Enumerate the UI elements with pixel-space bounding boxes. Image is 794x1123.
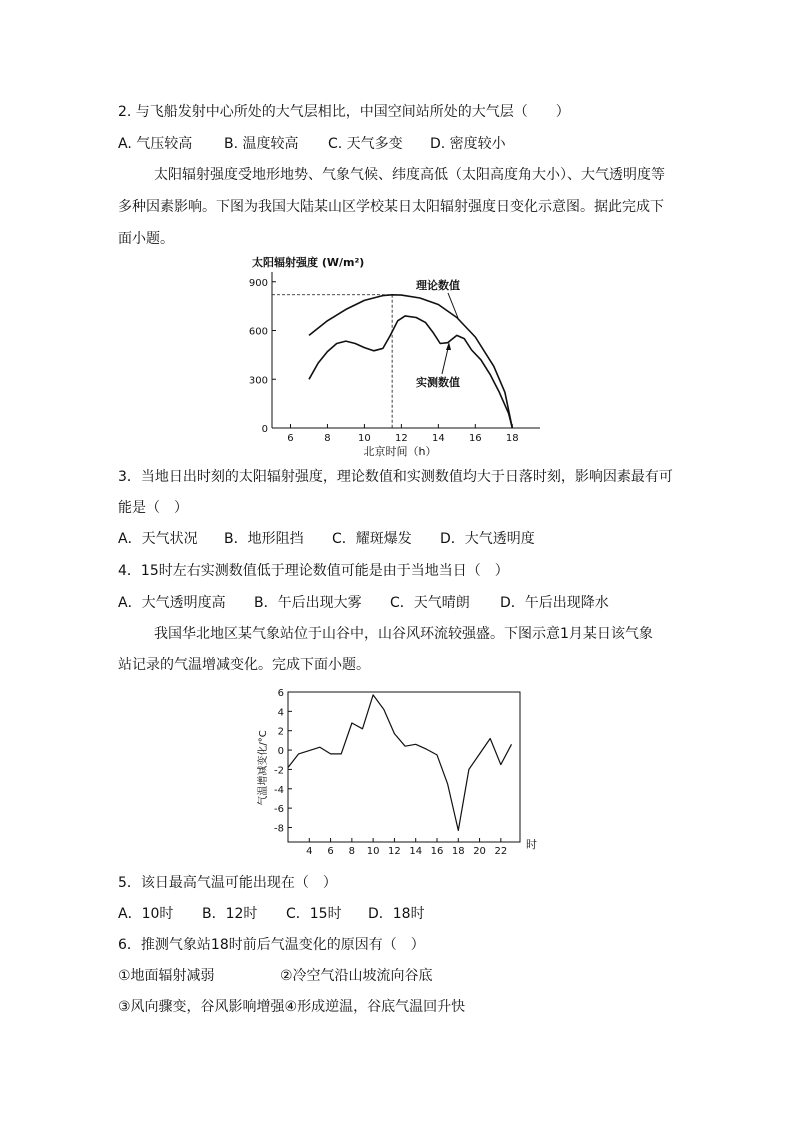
chart1-legend-measured: 实测数值 — [416, 376, 460, 389]
chart2-y-tick-label: -6 — [274, 804, 284, 816]
chart1-measured-line — [309, 316, 512, 428]
chart2-ylabel: 气温增减变化/°C — [258, 730, 269, 806]
q6-items-row1 — [118, 966, 433, 986]
chart1-ylabel: 太阳辐射强度 (W/m²) — [252, 256, 365, 269]
passage1-line3: 面小题。 — [118, 231, 174, 247]
chart1-x-tick-label: 16 — [468, 433, 482, 444]
q5-options — [118, 904, 425, 924]
chart2-plot-frame — [288, 692, 520, 842]
chart2-y-tick-label: -2 — [274, 765, 284, 777]
chart2-y-tick-label: 2 — [277, 726, 284, 738]
q3-stem-line2: 能是（ ） — [118, 500, 188, 516]
q3-stem-line1: 3．当地日出时刻的太阳辐射强度，理论数值和实测数值均大于日落时刻，影响因素最有可 — [118, 469, 673, 485]
q5-option-b: B．12时 — [202, 906, 258, 922]
chart1-xlabel: 北京时间（h） — [363, 445, 437, 458]
chart2-xlabel: 时 — [526, 838, 537, 851]
chart1-y-tick-label: 0 — [261, 424, 268, 435]
passage1-line2: 多种因素影响。下图为我国大陆某山区学校某日太阳辐射强度日变化示意图。据此完成下 — [118, 199, 664, 215]
chart1-x-tick-label: 12 — [395, 433, 408, 444]
chart2-y-tick-label: 0 — [277, 746, 284, 758]
q2-option-a: A. 气压较高 — [118, 136, 193, 152]
q3-option-b: B．地形阻挡 — [224, 531, 304, 547]
passage2-line1: 我国华北地区某气象站位于山谷中，山谷风环流较强盛。下图示意1月某日该气象 — [154, 626, 653, 642]
chart2-x-tick-label: 8 — [348, 846, 356, 854]
q6-item2: ②冷空气沿山坡流向谷底 — [280, 968, 433, 984]
q2-stem: 2. 与飞船发射中心所处的大气层相比，中国空间站所处的大气层（ ） — [118, 104, 570, 120]
chart1-x-tick-label: 6 — [287, 433, 294, 444]
chart2-x-tick-label: 22 — [494, 846, 508, 854]
chart2-x-tick-label: 16 — [430, 846, 444, 854]
chart2-x-tick-label: 6 — [327, 846, 334, 854]
chart2-x-tick-label: 20 — [473, 846, 486, 854]
chart1-x-tick-label: 14 — [431, 433, 445, 444]
q4-option-c: C．天气晴朗 — [390, 595, 470, 611]
chart2-y-tick-label: 6 — [277, 688, 284, 699]
q2-option-c: C. 天气多变 — [328, 136, 403, 152]
q6-item3: ③风向骤变，谷风影响增强④形成逆温，谷底气温回升快 — [118, 999, 466, 1015]
q4-option-a: A．大气透明度高 — [118, 595, 226, 611]
q5-option-c: C．15时 — [286, 906, 342, 922]
q5-option-d: D．18时 — [368, 906, 425, 922]
q3-option-d: D．大气透明度 — [440, 531, 535, 547]
q2-options — [118, 134, 506, 154]
chart2-y-tick-label: -8 — [274, 823, 284, 835]
q4-option-b: B．午后出现大雾 — [254, 595, 362, 611]
q2-option-b: B. 温度较高 — [224, 136, 299, 152]
temperature-change-chart — [254, 684, 544, 854]
q5-option-a: A．10时 — [118, 906, 174, 922]
q3-option-c: C．耀斑爆发 — [332, 531, 412, 547]
chart1-y-tick-label: 300 — [248, 375, 268, 387]
chart2-x-tick-label: 14 — [409, 846, 423, 854]
chart1-x-tick-label: 10 — [358, 433, 371, 444]
solar-radiation-chart — [240, 252, 560, 460]
chart1-legend-theory: 理论数值 — [416, 279, 460, 292]
q5-stem: 5．该日最高气温可能出现在（ ） — [118, 875, 337, 891]
q4-stem: 4．15时左右实测数值低于理论数值可能是由于当地当日（ ） — [118, 563, 509, 579]
chart1-y-tick-label: 900 — [248, 277, 268, 289]
q6-stem: 6．推测气象站18时前后气温变化的原因有（ ） — [118, 937, 425, 953]
chart2-y-tick-label: -4 — [274, 784, 284, 796]
q3-option-a: A．天气状况 — [118, 531, 198, 547]
chart2-x-tick-label: 12 — [388, 846, 401, 854]
chart2-temperature-line — [288, 695, 512, 831]
chart1-x-tick-label: 8 — [324, 433, 331, 444]
q4-option-d: D．午后出现降水 — [500, 595, 609, 611]
chart1-y-tick-label: 600 — [248, 326, 268, 338]
q6-item1: ①地面辐射减弱 — [118, 968, 215, 984]
chart2-x-tick-label: 4 — [306, 846, 313, 854]
passage1-line1: 太阳辐射强度受地形地势、气象气候、纬度高低（太阳高度角大小）、大气透明度等 — [154, 167, 665, 183]
chart1-x-tick-label: 18 — [505, 433, 519, 444]
q3-options — [118, 529, 535, 549]
chart2-x-tick-label: 10 — [366, 846, 380, 854]
chart2-y-tick-label: 4 — [277, 707, 284, 719]
chart2-x-tick-label: 18 — [451, 846, 465, 854]
q4-options — [118, 593, 609, 613]
q2-option-d: D. 密度较小 — [430, 136, 506, 152]
passage2-line2: 站记录的气温增减变化。完成下面小题。 — [118, 657, 370, 673]
